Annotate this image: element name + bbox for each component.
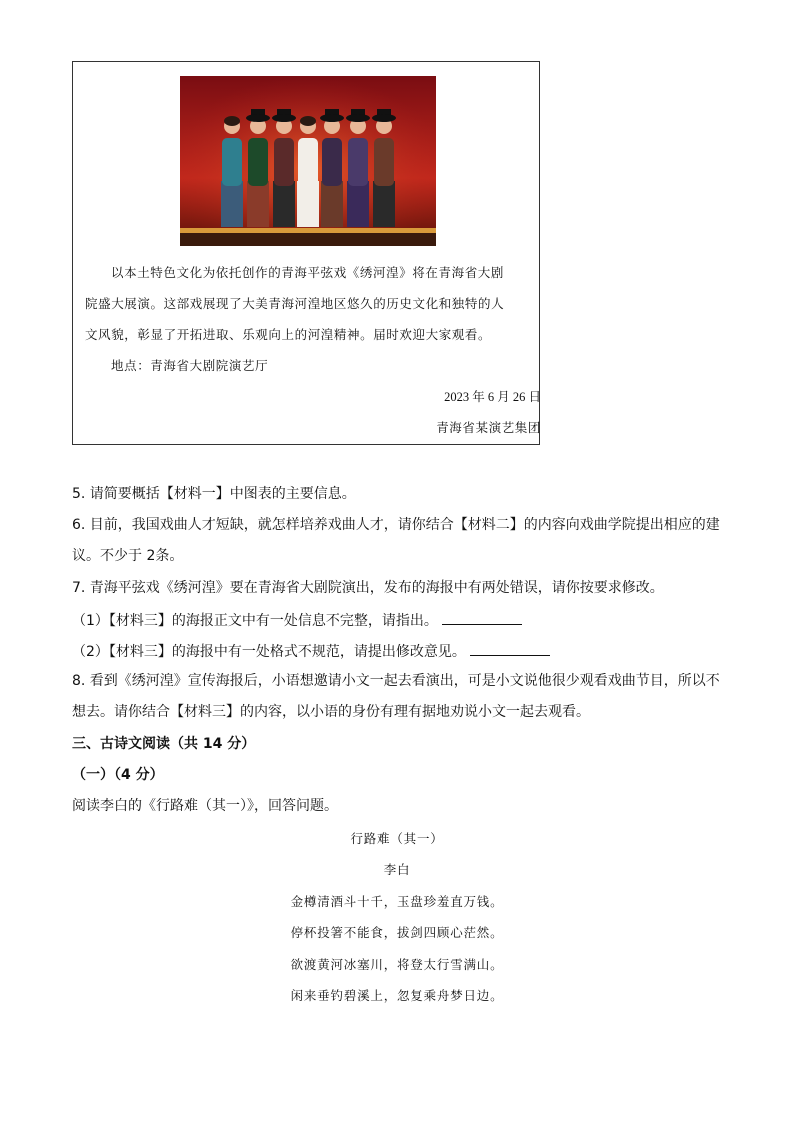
- question-5: 5. 请简要概括【材料一】中图表的主要信息。: [72, 486, 356, 502]
- question-7-2: [72, 641, 550, 661]
- poster-body-line3: 文风貌，彰显了开拓进取、乐观向上的河湟精神。届时欢迎大家观看。: [85, 327, 492, 342]
- poem-line: 欲渡黄河冰塞川，将登太行雪满山。: [290, 957, 504, 972]
- question-7-1-text: （1）【材料三】的海报正文中有一处信息不完整，请指出。: [72, 613, 438, 629]
- section-title: 三、古诗文阅读（共 14 分）: [72, 736, 256, 752]
- answer-blank[interactable]: [470, 641, 550, 656]
- poster-body-line2: 院盛大展演。这部戏展现了大美青海河湟地区悠久的历史文化和独特的人: [85, 296, 505, 311]
- question-7: 7. 青海平弦戏《绣河湟》要在青海省大剧院演出，发布的海报中有两处错误，请你按要求修改。: [72, 580, 664, 596]
- poster-frame: [72, 61, 540, 445]
- question-6-line2: 议。不少于 2条。: [72, 548, 184, 564]
- poster-date: 2023 年 6 月 26 日: [444, 390, 541, 404]
- poster-location: 地点：青海省大剧院演艺厅: [111, 358, 269, 373]
- poster-issuer: 青海省某演艺集团: [436, 420, 541, 435]
- poem-title: 行路难（其一）: [350, 831, 444, 846]
- poem-line: 闲来垂钓碧溪上，忽复乘舟梦日边。: [290, 988, 504, 1003]
- section-subtitle: （一）（4 分）: [72, 767, 164, 783]
- poster-body-line1: 以本土特色文化为依托创作的青海平弦戏《绣河湟》将在青海省大剧: [111, 265, 505, 280]
- question-8-line1: 8. 看到《绣河湟》宣传海报后，小语想邀请小文一起去看演出，可是小文说他很少观看戏曲节目，所以不: [72, 673, 720, 689]
- question-6-line1: 6. 目前，我国戏曲人才短缺，就怎样培养戏曲人才，请你结合【材料二】的内容向戏曲学院提出相应的建: [72, 517, 720, 533]
- question-7-1: [72, 610, 522, 630]
- reading-intro: 阅读李白的《行路难（其一）》，回答问题。: [72, 798, 338, 814]
- question-7-2-text: （2）【材料三】的海报中有一处格式不规范，请提出修改意见。: [72, 644, 466, 660]
- question-8-line2: 想去。请你结合【材料三】的内容，以小语的身份有理有据地劝说小文一起去观看。: [72, 704, 590, 720]
- poem-author: 李白: [383, 862, 411, 877]
- performers-photo: [180, 76, 436, 246]
- answer-blank[interactable]: [442, 610, 522, 625]
- poem-line: 金樽清酒斗十千，玉盘珍羞直万钱。: [290, 894, 504, 909]
- poem-line: 停杯投箸不能食，拔剑四顾心茫然。: [290, 925, 504, 940]
- stage-image: [180, 76, 436, 246]
